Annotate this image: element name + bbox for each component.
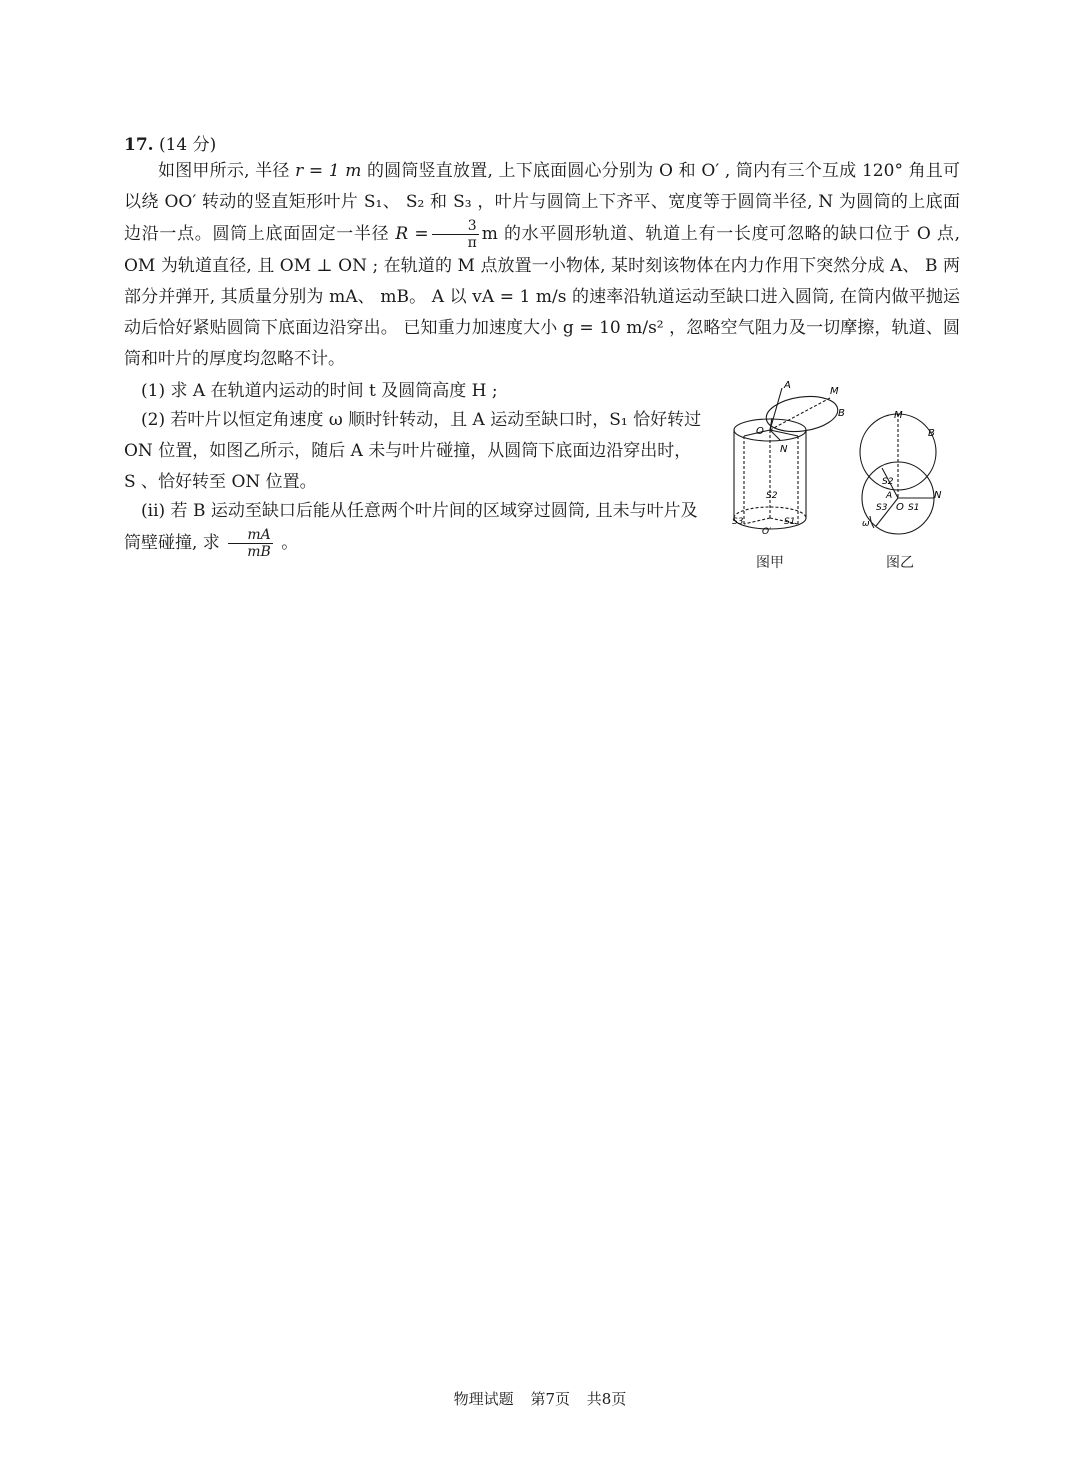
figure-jia-caption: 图甲 [756, 555, 784, 571]
fraction-denominator: π [467, 235, 477, 251]
fig1-label-n: N [780, 444, 788, 455]
stem-part-1: 如图甲所示, 半径 [158, 161, 296, 181]
fraction-numerator: 3 [432, 218, 479, 235]
fig1-label-s1: S1 [784, 517, 796, 527]
question-score: (14 分) [158, 135, 217, 155]
footer-total-pages: 共8页 [586, 1390, 627, 1408]
radius-equation: r = 1 m [295, 161, 362, 181]
part-3 [124, 496, 704, 560]
fig1-label-s2: S2 [766, 491, 778, 501]
trajectory-a [770, 388, 782, 430]
fig2-label-s1: S1 [908, 503, 920, 513]
fig2-label-b: B [928, 428, 935, 439]
fig1-label-o: O [756, 426, 764, 437]
fig2-label-a: A [886, 491, 893, 501]
figure-yi-caption: 图乙 [886, 555, 914, 571]
figure-jia-diagram [718, 378, 858, 548]
mass-ratio-fraction [228, 527, 273, 560]
fig2-label-s2: S2 [882, 477, 894, 487]
footer-subject: 物理试题 [453, 1390, 514, 1408]
stem-part-2: 的圆筒竖直放置, 上下底面圆心分别为 O 和 O′ , 筒内有三个互成 120° 角且可以绕 OO′ 转动的竖直矩形叶片 S₁、 S₂ 和 S₃ ，叶片与圆筒上下齐平、宽度等于圆筒半径, N 为圆筒的上底面边沿一点。圆筒上底面固定一半径 [124, 161, 960, 244]
fig2-label-s3: S3 [876, 503, 888, 513]
ratio-denominator: mB [247, 544, 271, 560]
track-radius-label: R = [395, 224, 429, 244]
question-header [124, 130, 216, 155]
track-radius-fraction [432, 218, 479, 251]
fig2-label-m: M [894, 410, 903, 421]
question-number: 17. [124, 135, 154, 155]
stem-part-3: m 的水平圆形轨道、轨道上有一长度可忽略的缺口位于 O 点, OM 为轨道直径, 且 OM ⊥ ON ; 在轨道的 M 点放置一小物体, 某时刻该物体在内力作用下突然分成 A、 B 两部分并弹开, 其质量分别为 mA、 mB。 A 以 vA = 1 m/s 的速率沿轨道运动至缺口进入圆筒, 在筒内做平抛运动后恰好紧贴圆筒下底面边沿穿出。 已知重力加速度大小 g = 10 m/s² ，忽略空气阻力及一切摩擦，轨道、圆筒和叶片的厚度均忽略不计。 [124, 224, 961, 369]
part-2: (2) 若叶片以恒定角速度 ω 顺时针转动，且 A 运动至缺口时，S₁ 恰好转过 ON 位置，如图乙所示，随后 A 未与叶片碰撞，从圆筒下底面边沿穿出时， S 、恰好转至 ON 位置。 [124, 410, 702, 492]
part-1: (1) 求 A 在轨道内运动的时间 t 及圆筒高度 H ; [141, 381, 498, 401]
fig1-label-s3: S3 [732, 517, 744, 527]
footer-page-number: 第7页 [530, 1390, 570, 1408]
fig1-label-m: M [830, 386, 839, 397]
part-3-text: (ii) 若 B 运动至缺口后能从任意两个叶片间的区域穿过圆筒, 且未与叶片及筒壁碰撞, 求 [124, 501, 698, 553]
blade-bottom-3 [744, 518, 770, 524]
fig2-label-o: O [896, 502, 904, 513]
part-3-end: 。 [275, 533, 299, 553]
question-stem [124, 156, 960, 375]
fig2-label-n: N [934, 490, 942, 501]
page-footer [0, 1388, 1080, 1409]
fig1-label-a: A [784, 380, 791, 391]
ratio-numerator: mA [228, 527, 273, 544]
fig2-label-omega: ω [862, 519, 870, 529]
fig1-label-b: B [838, 408, 845, 419]
fig1-label-o-prime: O′ [762, 527, 772, 537]
figure-yi-diagram [852, 406, 952, 536]
